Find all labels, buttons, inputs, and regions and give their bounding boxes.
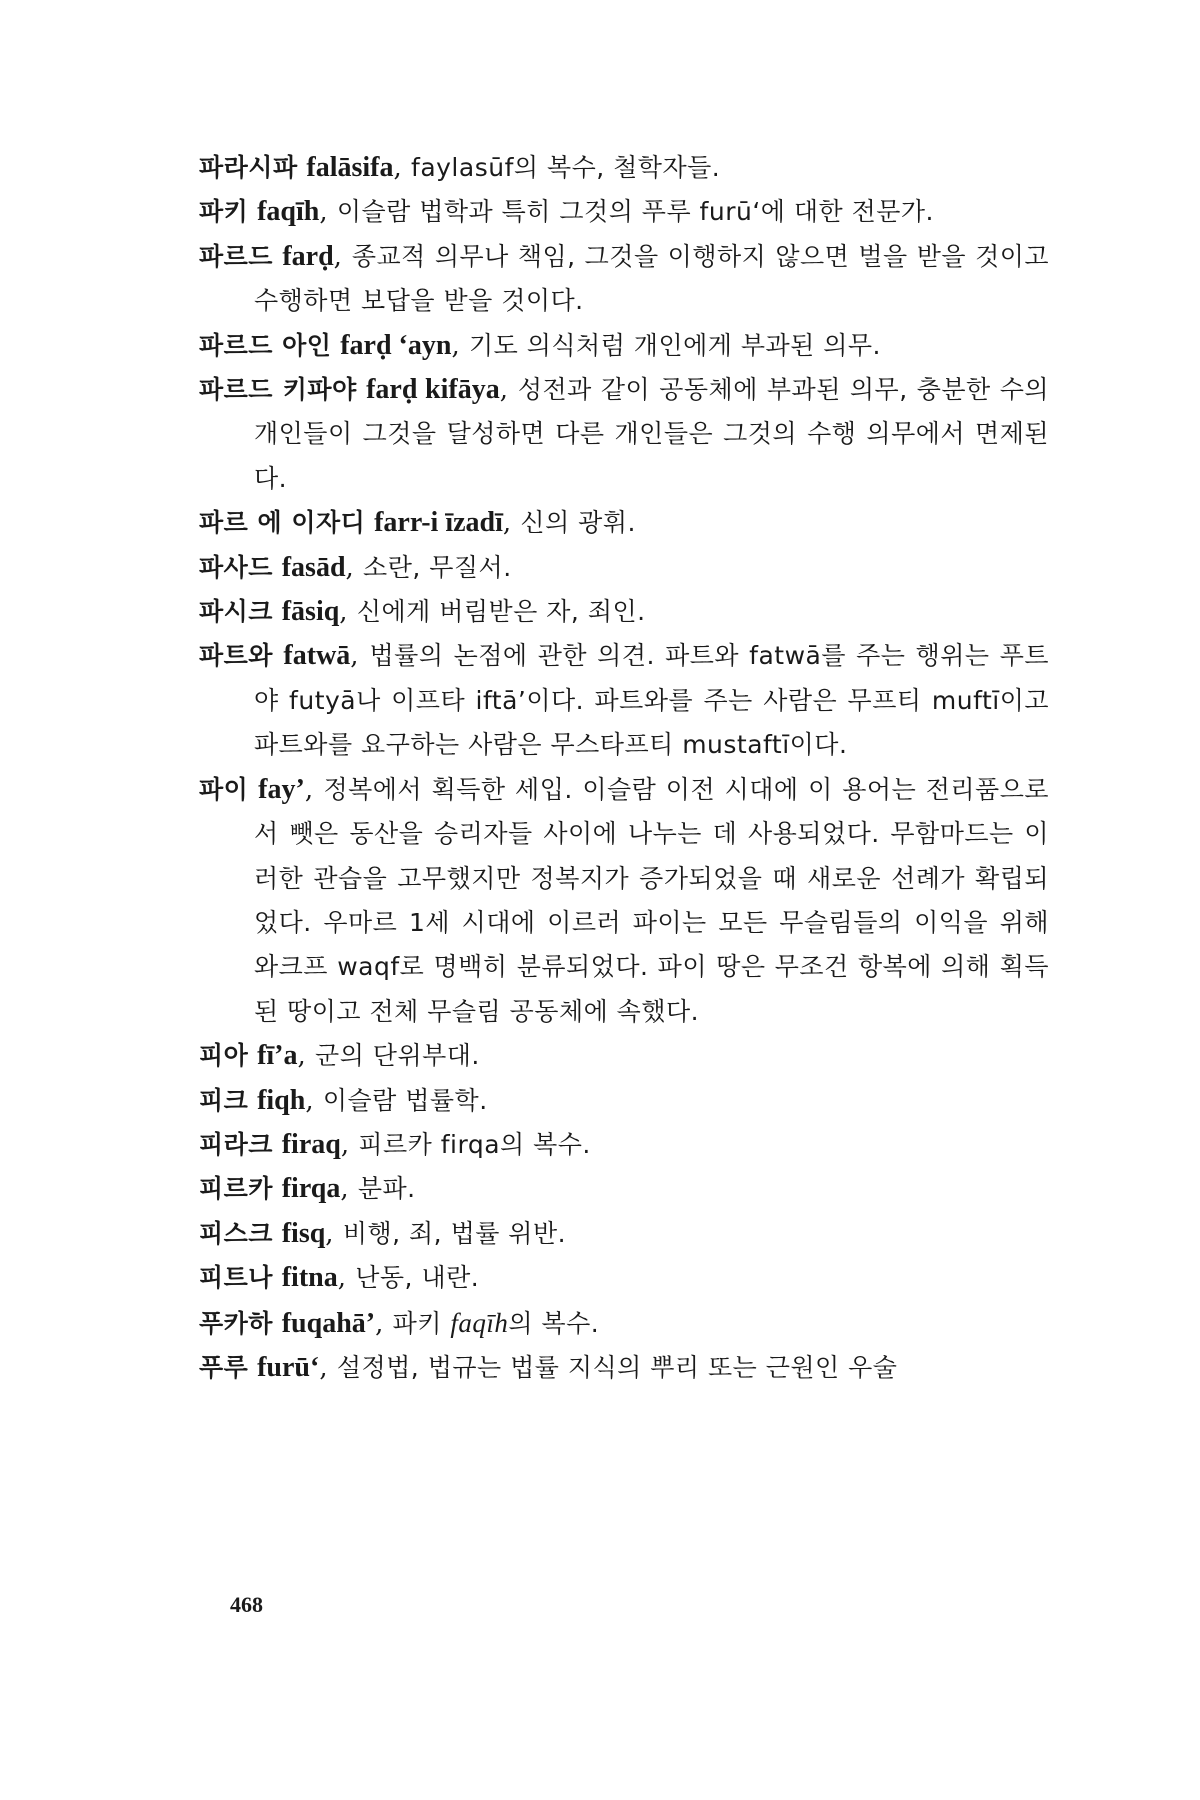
entry-term: 피라크 xyxy=(199,1129,273,1159)
entry-term: 피크 xyxy=(199,1085,249,1115)
entry-definition: 이슬람 법률학. xyxy=(322,1085,488,1115)
entry-term: 파사드 xyxy=(199,552,273,582)
entry-romanization: fiqh xyxy=(257,1084,306,1116)
glossary-entry: 파르드 farḍ, 종교적 의무나 책임, 그것을 이행하지 않으면 벌을 받을 것이고 수행하면 보답을 받을 것이다. xyxy=(199,240,1050,316)
entry-definition: 신의 광휘. xyxy=(520,508,636,538)
entry-romanization: falāsifa xyxy=(306,152,394,183)
glossary-entry: 파르드 키파야 farḍ kifāya, 성전과 같이 공동체에 부과된 의무, 충분한 수의 개인들이 그것을 달성하면 다른 개인들은 그것의 수행 의무에서 면제된다. xyxy=(199,374,1050,493)
entry-term: 파이 xyxy=(199,774,249,804)
glossary-entry: 파트와 fatwā, 법률의 논점에 관한 의견. 파트와 fatwā를 주는 행위는 푸트야 futyā나 이프타 iftā’이다. 파트와를 주는 사람은 무프티 muftī이고 파트와를 요구하는 사람은 무스타프티 mustaftī이다. xyxy=(199,640,1049,760)
glossary-entry: 푸카하 fuqahā’, 파키 faqīh의 복수. xyxy=(199,1307,600,1339)
glossary-entry: 파르 에 이자디 farr-i īzadī, 신의 광휘. xyxy=(199,507,636,539)
entry-romanization: fatwā xyxy=(283,640,351,672)
definition-italic-term: faqīh xyxy=(450,1307,509,1338)
glossary-entry: 피르카 firqa, 분파. xyxy=(199,1173,416,1205)
entry-definition: 비행, 죄, 법률 위반. xyxy=(342,1218,567,1248)
glossary-entry: 파르드 아인 farḍ ‘ayn, 기도 의식처럼 개인에게 부과된 의무. xyxy=(199,329,881,361)
glossary-entry: 피크 fiqh, 이슬람 법률학. xyxy=(199,1084,488,1116)
entry-romanization: farḍ ‘ayn xyxy=(340,329,452,361)
entry-romanization: firqa xyxy=(281,1173,341,1205)
entry-definition: 군의 단위부대. xyxy=(315,1041,480,1071)
glossary-entry: 파시크 fāsiq, 신에게 버림받은 자, 죄인. xyxy=(199,596,646,628)
entry-term: 파르드 아인 xyxy=(199,330,332,360)
entry-definition: 소란, 무질서. xyxy=(363,552,512,582)
entry-term: 파르 에 이자디 xyxy=(199,508,366,538)
entry-term: 파라시파 xyxy=(199,153,298,182)
page-number: 468 xyxy=(230,1592,263,1617)
definition-text: 의 복수. xyxy=(508,1308,600,1338)
entry-term: 파르드 키파야 xyxy=(199,375,357,405)
definition-text: 파키 xyxy=(392,1308,451,1338)
entry-romanization: fuqahā’ xyxy=(281,1307,376,1339)
entry-romanization: fay’ xyxy=(258,773,305,805)
entry-definition: 설정법, 법규는 법률 지식의 뿌리 또는 근원인 우술 xyxy=(336,1352,898,1382)
entry-definition: faylasūf의 복수, 철학자들. xyxy=(411,153,721,182)
glossary-entry: 피라크 firaq, 피르카 firqa의 복수. xyxy=(199,1128,591,1160)
entry-romanization: fāsiq xyxy=(281,596,340,628)
glossary-entry: 피스크 fisq, 비행, 죄, 법률 위반. xyxy=(199,1217,567,1249)
entry-romanization: farḍ kifāya xyxy=(366,374,500,406)
entry-definition: 기도 의식처럼 개인에게 부과된 의무. xyxy=(469,330,881,360)
entry-romanization: fī’a xyxy=(257,1040,298,1072)
entry-term: 파르드 xyxy=(199,241,273,271)
entry-romanization: firaq xyxy=(281,1128,341,1160)
glossary-entry: 파이 fay’, 정복에서 획득한 세입. 이슬람 이전 시대에 이 용어는 전리품으로서 뺏은 동산을 승리자들 사이에 나누는 데 사용되었다. 무함마드는 이러한 관습을 고무했지만 정복지가 증가되었을 때 새로운 선례가 확립되었다. 우마르 1세 시대에 이르러 파이는 모든 무슬림들의 이익을 위해 와크프 waqf로 명백히 분류되었다. 파이 땅은 무조건 항복에 의해 획득된 땅이고 전체 무슬림 공동체에 속했다. xyxy=(199,773,1049,1026)
entry-term: 피트나 xyxy=(199,1263,273,1293)
entry-definition: 성전과 같이 공동체에 부과된 의무, 충분한 수의 개인들이 그것을 달성하면 다른 개인들은 그것의 수행 의무에서 면제된다. xyxy=(254,375,1050,493)
entry-definition: 종교적 의무나 책임, 그것을 이행하지 않으면 벌을 받을 것이고 수행하면 보답을 받을 것이다. xyxy=(254,241,1050,316)
entry-term: 피르카 xyxy=(199,1174,273,1204)
entry-romanization: furū‘ xyxy=(257,1351,320,1383)
entry-term: 파트와 xyxy=(199,641,273,671)
glossary-list xyxy=(199,146,1049,1390)
entry-romanization: farr-i īzadī xyxy=(374,507,503,539)
entry-definition: 이슬람 법학과 특히 그것의 푸루 furū‘에 대한 전문가. xyxy=(336,197,935,227)
glossary-entry: 푸루 furū‘, 설정법, 법규는 법률 지식의 뿌리 또는 근원인 우술 xyxy=(199,1351,898,1383)
entry-definition: 분파. xyxy=(357,1174,416,1204)
entry-definition: 난동, 내란. xyxy=(355,1263,480,1293)
entry-term: 피아 xyxy=(199,1041,249,1071)
entry-definition: 신에게 버림받은 자, 죄인. xyxy=(356,597,646,627)
entry-romanization: fitna xyxy=(281,1262,338,1294)
entry-term: 푸루 xyxy=(199,1352,249,1382)
entry-romanization: fisq xyxy=(281,1217,326,1249)
glossary-entry: 파키 faqīh, 이슬람 법학과 특히 그것의 푸루 furū‘에 대한 전문가. xyxy=(199,196,935,228)
glossary-entry: 피트나 fitna, 난동, 내란. xyxy=(199,1262,480,1294)
glossary-entry: 피아 fī’a, 군의 단위부대. xyxy=(199,1040,480,1072)
entry-definition xyxy=(393,1309,600,1338)
entry-definition: 피르카 firqa의 복수. xyxy=(358,1129,591,1159)
entry-romanization: faqīh xyxy=(257,196,320,228)
entry-term: 피스크 xyxy=(199,1218,273,1248)
entry-term: 파시크 xyxy=(199,597,273,627)
entry-definition: 정복에서 획득한 세입. 이슬람 이전 시대에 이 용어는 전리품으로서 뺏은 동산을 승리자들 사이에 나누는 데 사용되었다. 무함마드는 이러한 관습을 고무했지만 정복지가 증가되었을 때 새로운 선례가 확립되었다. 우마르 1세 시대에 이르러 파이는 모든 무슬림들의 이익을 위해 와크프 waqf로 명백히 분류되었다. 파이 땅은 무조건 항복에 의해 획득된 땅이고 전체 무슬림 공동체에 속했다. xyxy=(254,774,1049,1026)
glossary-entry: 파라시파 falāsifa, faylasūf의 복수, 철학자들. xyxy=(199,152,721,183)
entry-term: 푸카하 xyxy=(199,1308,273,1338)
entry-romanization: fasād xyxy=(281,551,346,583)
entry-definition: 법률의 논점에 관한 의견. 파트와 fatwā를 주는 행위는 푸트야 futyā나 이프타 iftā’이다. 파트와를 주는 사람은 무프티 muftī이고 파트와를 요구하는 사람은 무스타프티 mustaftī이다. xyxy=(254,641,1049,760)
entry-term: 파키 xyxy=(199,197,249,227)
entry-romanization: farḍ xyxy=(282,240,334,272)
glossary-entry: 파사드 fasād, 소란, 무질서. xyxy=(199,551,512,583)
